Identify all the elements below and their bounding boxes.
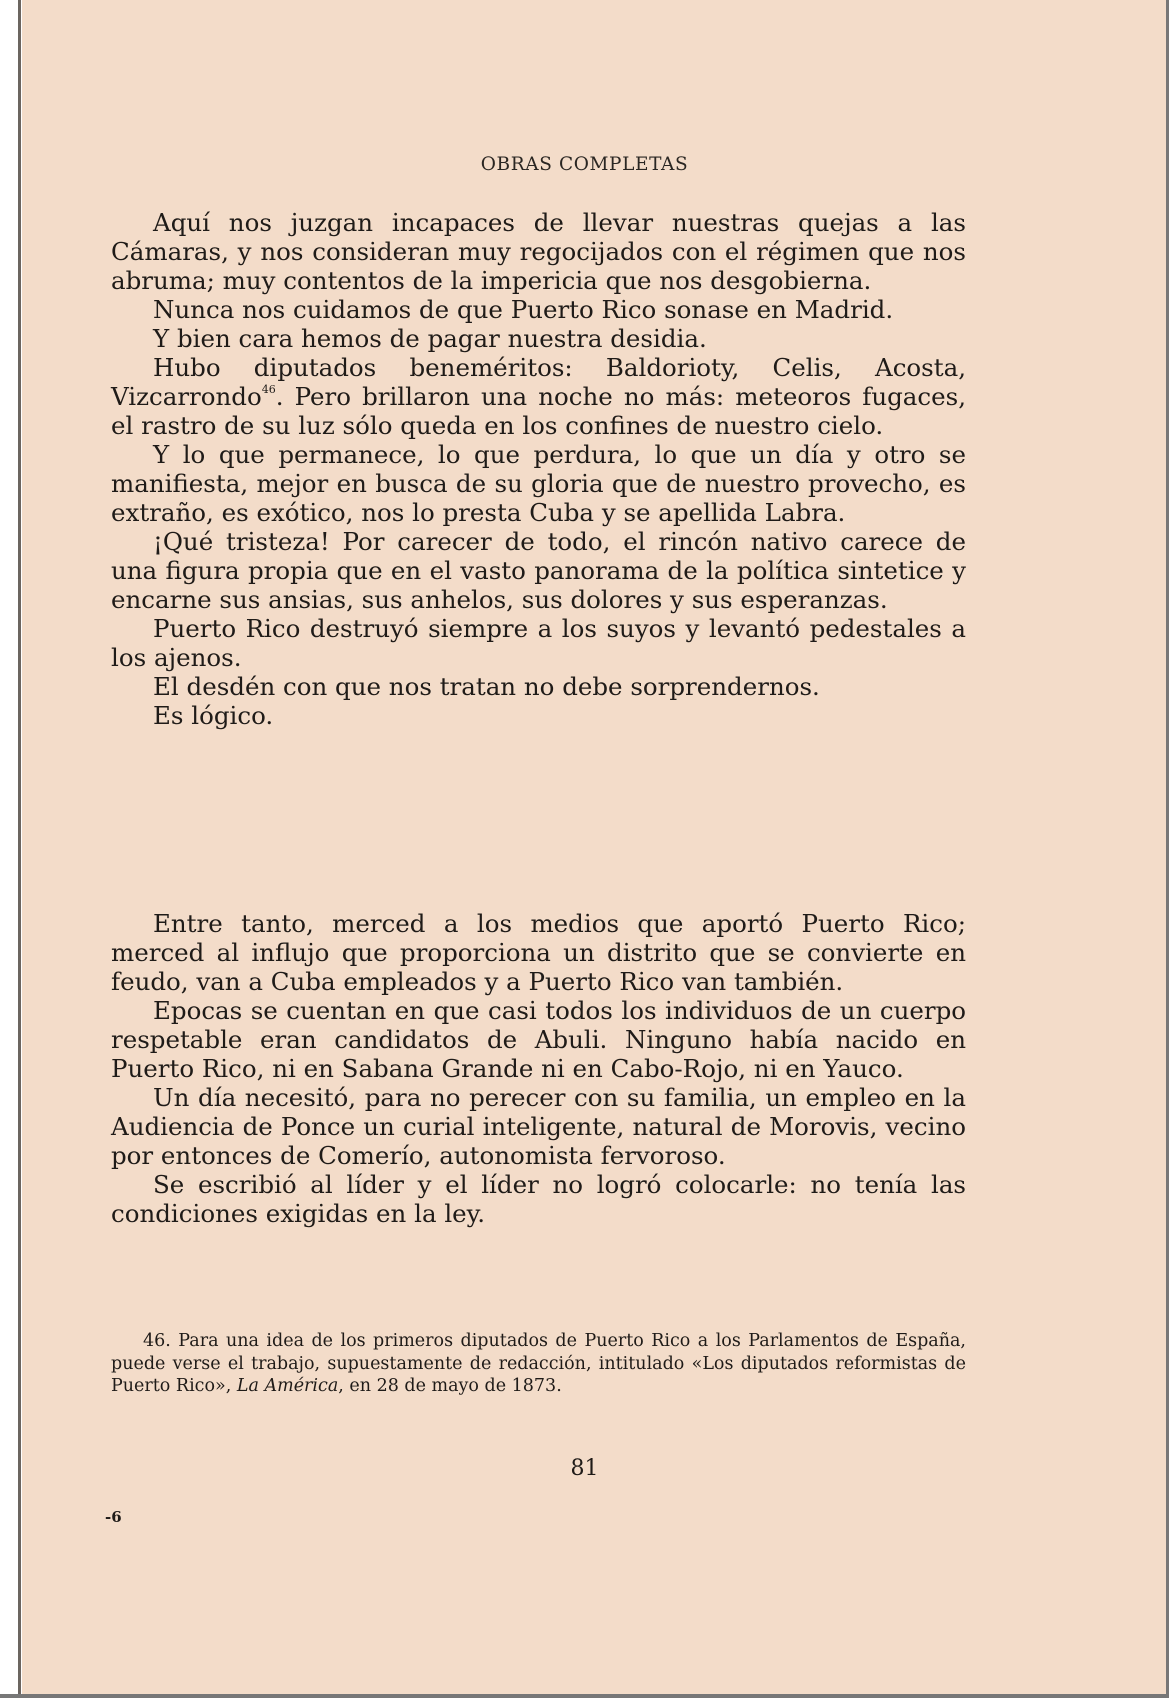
paragraph: Un día necesitó, para no perecer con su familia, un empleo en la Audiencia de Ponce un curial inteligente, natural de Morovis, vecino por entonces de Comerío, autonomista fervoroso. [111,1083,966,1170]
page-number: 81 [570,1456,599,1481]
paragraph: El desdén con que nos tratan no debe sorprendernos. [153,672,820,701]
paragraph: Entre tanto, merced a los medios que aportó Puerto Rico; merced al influjo que proporciona un distrito que se convierte en feudo, van a Cuba empleados y a Puerto Rico van también. [111,909,966,996]
paragraph: Y lo que permanece, lo que perdura, lo que un día y otro se manifiesta, mejor en busca de su gloria que de nuestro provecho, es extraño, es exótico, nos lo presta Cuba y se apellida Labra. [111,440,966,527]
footnote-text: , en 28 de mayo de 1873. [338,1376,562,1396]
paragraph: Puerto Rico destruyó siempre a los suyos y levantó pedestales a los ajenos. [111,614,966,672]
footnote-reference: 46 [261,383,276,396]
paragraph: Epocas se cuentan en que casi todos los individuos de un cuerpo respetable eran candidatos de Abuli. Ninguno había nacido en Puerto Rico, ni en Sabana Grande ni en Cabo-Rojo, ni en Yauco. [111,996,966,1083]
paragraph-with-footnote-ref [111,353,966,440]
paragraph-text: Hubo diputados beneméritos: Baldorioty, Celis, Acosta, Vizcarrondo [111,353,966,411]
footnote-publication-title: La América [236,1376,339,1396]
footnote-46 [111,1330,966,1398]
page-edge-bottom [0,1694,1169,1698]
paragraph: ¡Qué tristeza! Por carecer de todo, el rincón nativo carece de una figura propia que en el vasto panorama de la política sintetice y encarne sus ansias, sus anhelos, sus dolores y sus esperanzas. [111,527,966,614]
footnotes [111,1330,966,1398]
paragraph: Es lógico. [153,701,274,730]
signature-mark: -6 [105,1508,122,1526]
body-section-2 [111,909,966,1228]
paragraph: Se escribió al líder y el líder no logró colocarle: no tenía las condiciones exigidas en la ley. [111,1170,966,1228]
body-section-1 [111,208,966,730]
paragraph: Nunca nos cuidamos de que Puerto Rico sonase en Madrid. [153,295,894,324]
paragraph: Aquí nos juzgan incapaces de llevar nuestras quejas a las Cámaras, y nos consideran muy regocijados con el régimen que nos abruma; muy contentos de la impericia que nos desgobierna. [111,208,966,295]
footnote-number: 46. [143,1331,171,1351]
running-head: OBRAS COMPLETAS [480,154,689,175]
footnote-text: Para una idea de los primeros diputados de Puerto Rico a los Parlamentos de España, puede verse el trabajo, supuestamente de redacción, intitulado «Los diputados reformistas de Puerto Rico», [111,1331,966,1396]
page-edge-shadow [18,0,21,1698]
paragraph: Y bien cara hemos de pagar nuestra desidia. [153,324,707,353]
paragraph-text: . Pero brillaron una noche no más: meteoros fugaces, el rastro de su luz sólo queda en los confines de nuestro cielo. [111,382,966,440]
